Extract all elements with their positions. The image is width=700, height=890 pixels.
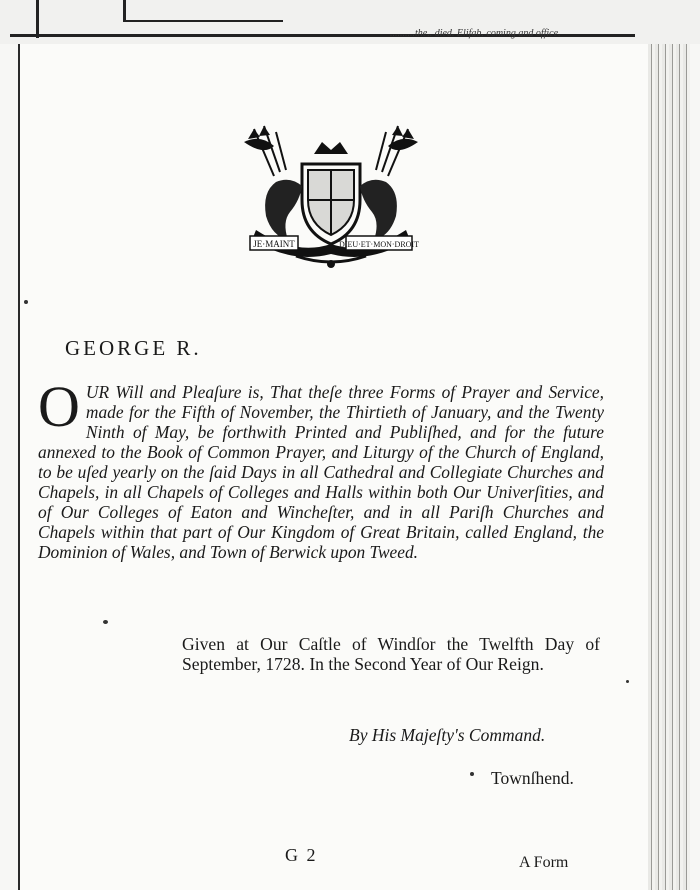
facing-page-edge [0, 0, 700, 44]
binding-mark-left [36, 0, 39, 38]
proclamation-text: UR Will and Pleaſure is, That theſe three Forms of Prayer and Service, made for the Fifth of November, the Thirtieth of January, and the Twenty Ninth of May, be forthwith Printed and Publiſhed, and for the future annexed to the Book of Common Prayer, and Liturgy of the Church of England, to be uſed yearly on the ſaid Days in all Cathedral and Collegiate Churches and Chapels, in all Chapels of Colleges and Halls within both Our Univerſities, and of Our Colleges of Eaton and Wincheſter, and in all Pariſh Churches and Chapels within that part of Our Kingdom of Great Britain, called England, the Dominion of Wales, and Town of Berwick upon Tweed. [38, 382, 604, 562]
ink-speck [626, 680, 629, 683]
motto-right: DIEU·ET·MON·DROIT [339, 240, 419, 249]
running-head: ..........the.. died. Elifab. coming and office. [390, 28, 561, 39]
command-line: By His Majeſty's Command. [349, 725, 546, 745]
drop-cap: O [38, 374, 80, 439]
royal-coat-of-arms [236, 124, 426, 270]
binding-ledge [123, 20, 283, 22]
ink-speck [470, 772, 474, 776]
page-stack-edge [648, 44, 690, 890]
catchword: A Form [519, 854, 569, 871]
signature-mark: G 2 [285, 845, 318, 865]
motto-left: JE·MAINT [253, 239, 295, 249]
given-statement: Given at Our Caſtle of Windſor the Twelfth Day of September, 1728. In the Second Year of Our Reign. [182, 634, 600, 674]
royal-signature: GEORGE R. [65, 336, 202, 360]
binding-mark-mid [123, 0, 126, 22]
minister-signature: Townſhend. [491, 768, 574, 788]
ink-speck [24, 300, 28, 304]
ink-speck [103, 620, 108, 624]
proclamation-body [38, 374, 604, 562]
